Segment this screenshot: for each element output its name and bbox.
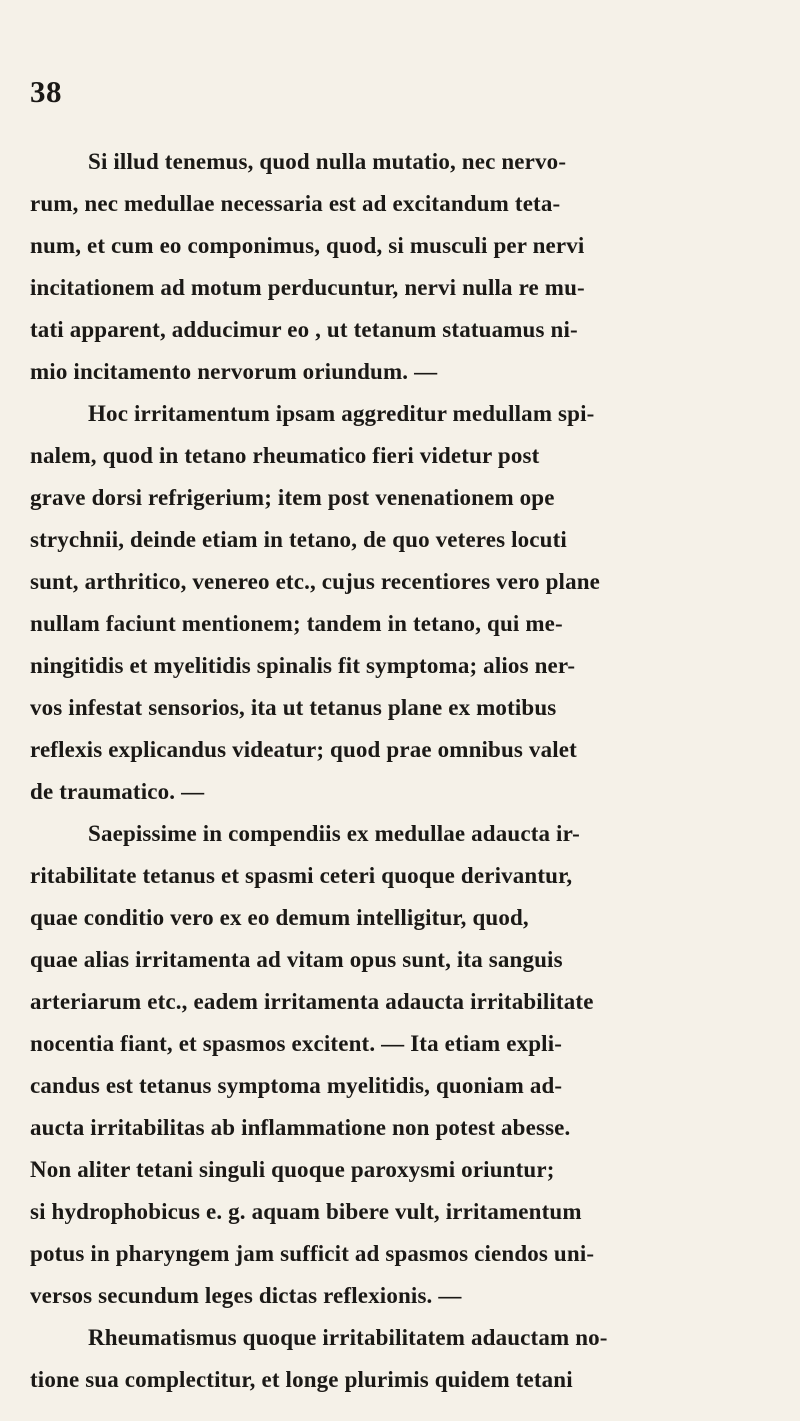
text-line: aucta irritabilitas ab inflammatione non potest abesse.: [30, 1115, 571, 1140]
text-line: Saepissime in compendiis ex medullae adaucta ir-: [88, 821, 580, 846]
text-line: sunt, arthritico, venereo etc., cujus recentiores vero plane: [30, 569, 601, 594]
text-line: ritabilitate tetanus et spasmi ceteri quoque derivantur,: [30, 863, 573, 888]
text-line: vos infestat sensorios, ita ut tetanus plane ex motibus: [30, 695, 557, 720]
text-line: incitationem ad motum perducuntur, nervi nulla re mu-: [30, 275, 585, 300]
text-line: de traumatico. —: [30, 779, 205, 804]
text-line: nalem, quod in tetano rheumatico fieri videtur post: [30, 443, 540, 468]
text-line: grave dorsi refrigerium; item post venenationem ope: [30, 485, 555, 510]
text-line: versos secundum leges dictas reflexionis. —: [30, 1283, 462, 1308]
text-line: strychnii, deinde etiam in tetano, de quo veteres locuti: [30, 527, 567, 552]
text-line: num, et cum eo componimus, quod, si musculi per nervi: [30, 233, 585, 258]
text-line: Rheumatismus quoque irritabilitatem adauctam no-: [88, 1325, 608, 1350]
text-line: reflexis explicandus videatur; quod prae omnibus valet: [30, 737, 577, 762]
text-line: arteriarum etc., eadem irritamenta adaucta irritabilitate: [30, 989, 594, 1014]
text-line: tati apparent, adducimur eo , ut tetanum statuamus ni-: [30, 317, 578, 342]
text-line: potus in pharyngem jam sufficit ad spasmos ciendos uni-: [30, 1241, 595, 1266]
text-line: tione sua complectitur, et longe plurimis quidem tetani: [30, 1367, 573, 1392]
text-line: nullam faciunt mentionem; tandem in tetano, qui me-: [30, 611, 563, 636]
text-line: Hoc irritamentum ipsam aggreditur medullam spi-: [88, 401, 595, 426]
text-line: rum, nec medullae necessaria est ad excitandum teta-: [30, 191, 561, 216]
text-line: mio incitamento nervorum oriundum. —: [30, 359, 438, 384]
page-number: 38: [30, 74, 62, 109]
text-line: si hydrophobicus e. g. aquam bibere vult, irritamentum: [30, 1199, 582, 1224]
text-line: candus est tetanus symptoma myelitidis, quoniam ad-: [30, 1073, 563, 1098]
text-line: quae alias irritamenta ad vitam opus sunt, ita sanguis: [30, 947, 563, 972]
text-line: ningitidis et myelitidis spinalis fit symptoma; alios ner-: [30, 653, 576, 678]
text-line: nocentia fiant, et spasmos excitent. — Ita etiam expli-: [30, 1031, 563, 1056]
text-line: Si illud tenemus, quod nulla mutatio, nec nervo-: [88, 149, 567, 174]
text-line: Non aliter tetani singuli quoque paroxysmi oriuntur;: [30, 1157, 555, 1182]
text-line: quae conditio vero ex eo demum intelligitur, quod,: [30, 905, 529, 930]
